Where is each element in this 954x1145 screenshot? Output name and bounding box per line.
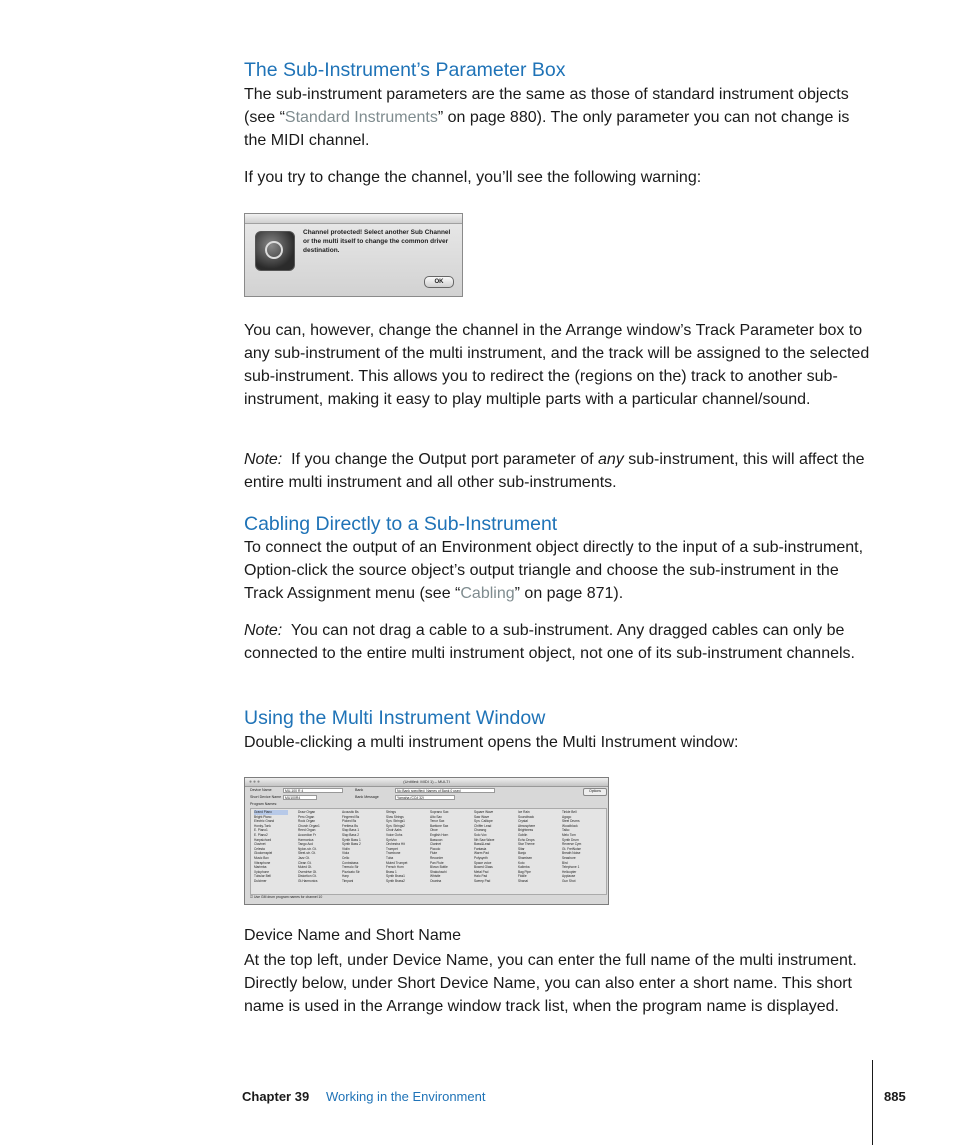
program-name-item[interactable]: Helicopter <box>562 869 577 874</box>
program-name-item[interactable]: Melo Tom <box>562 832 576 837</box>
program-name-item[interactable]: E. Piano1 <box>254 828 268 833</box>
program-name-item[interactable]: SynVox <box>386 837 397 842</box>
program-name-item[interactable]: Atmosphere <box>518 823 536 828</box>
program-name-item[interactable]: Perc.Organ <box>298 814 315 819</box>
program-name-item[interactable]: Harmonica <box>298 837 314 842</box>
window-title: (Untitled: MIDI 1) – MULTI <box>403 779 450 784</box>
program-name-item[interactable]: Flute <box>430 851 438 856</box>
program-column <box>518 810 552 884</box>
program-name-item[interactable]: Ice Rain <box>518 810 530 814</box>
program-name-item[interactable]: Baritone Sax <box>430 823 449 828</box>
program-name-item[interactable]: Soundtrack <box>518 814 535 819</box>
footer-chapter: Chapter 39 <box>242 1089 310 1104</box>
program-name-item[interactable]: Solo Vox <box>474 832 487 837</box>
program-name-item[interactable]: Metal Pad <box>474 869 489 874</box>
section-heading-multi-window: Using the Multi Instrument Window <box>244 707 546 729</box>
program-name-item[interactable]: Xylophone <box>254 869 270 874</box>
program-name-item[interactable]: Trombone <box>386 851 401 856</box>
program-name-item[interactable]: Square Wave <box>474 810 494 814</box>
program-name-item[interactable]: Vibraphone <box>254 860 271 865</box>
program-name-item[interactable]: Seashore <box>562 855 576 860</box>
ok-button[interactable]: OK <box>424 276 454 288</box>
program-name-item[interactable]: Tinkle Bell <box>562 810 577 814</box>
footer-divider <box>872 1060 873 1145</box>
program-name-item[interactable]: Voice Oohs <box>386 832 403 837</box>
program-name-item[interactable]: Rock Organ <box>298 819 316 824</box>
program-name-item[interactable]: Reverse Cym <box>562 842 582 847</box>
paragraph-text: ” on page 871). <box>514 585 624 602</box>
program-name-item[interactable]: Cello <box>342 855 350 860</box>
program-name-item[interactable]: Goblin <box>518 832 528 837</box>
subheading-device-name: Device Name and Short Name <box>244 927 461 944</box>
program-name-item[interactable]: Harp <box>342 874 349 879</box>
program-name-item[interactable]: Celesta <box>254 846 265 851</box>
program-name-item[interactable]: Bag Pipe <box>518 869 531 874</box>
footer-page-number: 885 <box>884 1089 906 1104</box>
program-name-item[interactable]: Reed Organ <box>298 828 316 833</box>
program-name-item[interactable]: Piccolo <box>430 846 441 851</box>
program-name-item[interactable]: Viola <box>342 851 350 856</box>
program-column <box>562 810 596 884</box>
program-name-item[interactable]: Blown Bottle <box>430 865 448 870</box>
bank-message-label: Bank Message <box>355 795 379 799</box>
program-name-item[interactable]: Kalimba <box>518 865 530 870</box>
program-name-item[interactable]: Grand Piano <box>254 810 288 815</box>
program-name-item[interactable]: Timpani <box>342 878 354 883</box>
options-button[interactable]: Options <box>583 788 607 796</box>
program-name-item[interactable]: Woodblock <box>562 823 578 828</box>
program-name-item[interactable]: English Horn <box>430 832 449 837</box>
program-name-item[interactable]: Agogo <box>562 814 572 819</box>
program-name-item[interactable]: Muted Trumpet <box>386 860 408 865</box>
window-titlebar <box>245 778 608 787</box>
program-name-item[interactable]: Taiko <box>562 828 570 833</box>
program-name-item[interactable]: French Horn <box>386 865 404 870</box>
program-name-item[interactable]: Brass 1 <box>386 869 397 874</box>
program-name-item[interactable]: Brightness <box>518 828 534 833</box>
program-name-item[interactable]: Syn. Calliope <box>474 819 493 824</box>
note-drag-cable <box>244 619 874 665</box>
device-name-label: Device Name <box>250 788 272 792</box>
program-name-item[interactable]: Tuba <box>386 855 394 860</box>
program-name-item[interactable]: Tango Acd <box>298 842 313 847</box>
paragraph-multi-window: Double-clicking a multi instrument opens the Multi Instrument window: <box>244 734 739 751</box>
program-name-item[interactable]: Shamisen <box>518 855 533 860</box>
program-name-item[interactable]: Clavinet <box>254 842 266 847</box>
program-name-item[interactable]: Distortion Gt. <box>298 874 317 879</box>
paragraph-parameters <box>244 83 874 152</box>
program-name-item[interactable]: Fantasia <box>474 846 487 851</box>
program-name-item[interactable]: Muted Gt. <box>298 865 312 870</box>
program-name-item[interactable]: Synth Brass1 <box>386 874 405 879</box>
program-name-item[interactable]: Tremolo Str <box>342 865 359 870</box>
program-name-item[interactable]: Syn. Strings2 <box>386 823 405 828</box>
program-name-item[interactable]: Breath Noise <box>562 851 581 856</box>
program-name-item[interactable]: Fretless Bs <box>342 823 358 828</box>
program-name-item[interactable]: Steel Drums <box>562 819 580 824</box>
program-name-item[interactable]: Slap Bass 2 <box>342 832 360 837</box>
program-column <box>342 810 376 884</box>
program-name-item[interactable]: Recorder <box>430 855 444 860</box>
note-output-port <box>244 448 874 494</box>
program-name-item[interactable]: Violin <box>342 846 350 851</box>
program-name-item[interactable]: Harpsichord <box>254 837 272 842</box>
paragraph-cabling <box>244 536 874 605</box>
program-name-item[interactable]: Tenor Sax <box>430 819 445 824</box>
note-text: You can not drag a cable to a sub-instrument. Any dragged cables can only be connected to the entire multi instrument object, not one of its sub-instrument channels. <box>244 622 855 662</box>
link-cabling[interactable]: Cabling <box>460 585 515 602</box>
short-device-name-field[interactable]: MU100R4 <box>283 795 317 800</box>
program-name-item[interactable]: Clarinet <box>430 842 441 847</box>
program-name-item[interactable]: Fingered Bs <box>342 814 360 819</box>
program-column <box>430 810 464 884</box>
note-label: Note: <box>244 451 283 468</box>
program-name-item[interactable]: Gt.Harmonics <box>298 878 318 883</box>
program-name-item[interactable]: Church Organ1 <box>298 823 320 828</box>
channel-protected-alert <box>244 213 463 297</box>
program-names-label: Program Names: <box>250 802 278 806</box>
short-device-name-label: Short Device Name <box>250 795 282 799</box>
bank-label: Bank <box>355 788 364 792</box>
paragraph-text: The sub-instrument parameters are the same as those of standard instrument objects (see “ <box>244 86 849 126</box>
program-name-item[interactable]: Orchestra Hit <box>386 842 405 847</box>
program-name-item[interactable]: Star Theme <box>518 842 535 847</box>
program-name-item[interactable]: Gun Shot <box>562 878 576 883</box>
program-name-item[interactable]: Soprano Sax <box>430 810 449 814</box>
alert-titlebar <box>245 214 462 224</box>
bank-message-field[interactable]: Yamaha (CC# 32) <box>395 795 455 800</box>
program-name-item[interactable]: Slow Strings <box>386 814 404 819</box>
window-controls[interactable]: ●●● <box>249 779 262 785</box>
logic-app-icon <box>255 231 295 271</box>
program-name-item[interactable]: Ocarina <box>430 878 442 883</box>
program-name-item[interactable]: Pan Flute <box>430 860 444 865</box>
program-name-item[interactable]: Shanai <box>518 878 528 883</box>
program-name-item[interactable]: Pizzicato Str <box>342 869 360 874</box>
program-name-item[interactable]: Gt. FretNoise <box>562 846 581 851</box>
program-name-item[interactable]: Sitar <box>518 846 525 851</box>
program-name-item[interactable]: Halo Pad <box>474 874 488 879</box>
program-name-item[interactable]: Tubular Bell <box>254 874 271 879</box>
bank-field[interactable]: No Bank specified; Names of Bank 0 used <box>395 788 495 793</box>
program-name-item[interactable]: Applause <box>562 874 576 879</box>
program-name-item[interactable]: Bowed Glass <box>474 865 493 870</box>
program-name-item[interactable]: Music Box <box>254 855 269 860</box>
section-heading-parameter-box: The Sub-Instrument’s Parameter Box <box>244 59 566 81</box>
program-name-item[interactable]: Overdrive Gt. <box>298 869 317 874</box>
program-name-item[interactable]: Acoustic Bs <box>342 810 359 814</box>
program-column <box>474 810 508 884</box>
link-standard-instruments[interactable]: Standard Instruments <box>284 109 438 126</box>
program-name-item[interactable]: Syn. Strings1 <box>386 819 405 824</box>
note-text: sub-instrument, this will affect the entire multi instrument and all other sub-instruments. <box>244 451 865 491</box>
program-name-item[interactable]: Synth Drum <box>562 837 579 842</box>
program-column <box>298 810 332 884</box>
program-name-item[interactable]: Synth Bass 2 <box>342 842 361 847</box>
paragraph-text: To connect the output of an Environment object directly to the input of a sub-instrument, Option-click the source object’s output triangle and choose the sub-instrument in the Track Assignment menu (see “ <box>244 539 864 602</box>
program-name-item[interactable]: Bird <box>562 860 568 865</box>
note-label: Note: <box>244 622 283 639</box>
paragraph-device-name: At the top left, under Device Name, you can enter the full name of the multi instrument. Directly below, under Short Device Name, you can also enter a short name. This short name is used in the Arrange window track list, when the program name is displayed. <box>244 952 857 1015</box>
paragraph-change-channel: You can, however, change the channel in the Arrange window’s Track Parameter box to any sub-instrument of the multi instrument, and the track will be assigned to the selected sub-instrument. This allows you to redirect the (regions on the) track to another sub-instrument, making it easy to play multiple parts with a particular channel/sound. <box>244 322 870 408</box>
program-column <box>386 810 420 884</box>
program-name-item[interactable]: Echo Drops <box>518 837 535 842</box>
program-name-item[interactable]: Banjo <box>518 851 527 856</box>
program-name-item[interactable]: Choir Aahs <box>386 828 402 833</box>
program-name-item[interactable]: Electric Grand <box>254 819 275 824</box>
program-name-item[interactable]: Accordion Fr <box>298 832 317 837</box>
note-text: If you change the Output port parameter of <box>291 451 598 468</box>
program-name-item[interactable]: Draw Organ <box>298 810 316 814</box>
paragraph-warning-intro: If you try to change the channel, you’ll see the following warning: <box>244 169 702 186</box>
program-name-item[interactable]: Honky-Tonk <box>254 823 271 828</box>
paragraph-text: ” on page 880). The only parameter you can not change is the MIDI channel. <box>244 109 850 149</box>
program-name-item[interactable]: Polysynth <box>474 855 488 860</box>
program-name-item[interactable]: Chiffer Lead <box>474 823 492 828</box>
program-name-item[interactable]: 5th Saw Wave <box>474 837 495 842</box>
program-name-item[interactable]: Telephone 1 <box>562 865 580 870</box>
program-name-item[interactable]: Bright Piano <box>254 814 272 819</box>
program-name-item[interactable]: Warm Pad <box>474 851 489 856</box>
device-name-field[interactable]: MU-100 R 4 <box>283 788 343 793</box>
program-name-item[interactable]: Bass&Lead <box>474 842 491 847</box>
gm-drum-checkbox[interactable]: ☑ Use GM drum program names for channel 10 <box>250 895 323 899</box>
program-name-item[interactable]: Marimba <box>254 865 267 870</box>
program-name-item[interactable]: Nylon-str. Gt. <box>298 846 317 851</box>
program-name-item[interactable]: Slap Bass 1 <box>342 828 360 833</box>
program-name-item[interactable]: Whistle <box>430 874 441 879</box>
program-name-item[interactable]: Jazz Gt. <box>298 855 310 860</box>
alert-message: Channel protected! Select another Sub Channel or the multi itself to change the common driver destination. <box>303 229 451 254</box>
program-name-item[interactable]: Sweep Pad <box>474 878 491 883</box>
program-name-item[interactable]: Clean Gt. <box>298 860 312 865</box>
program-name-item[interactable]: Dulcimer <box>254 878 267 883</box>
program-name-item[interactable]: Koto <box>518 860 525 865</box>
program-name-item[interactable]: Crystal <box>518 819 528 824</box>
program-name-item[interactable]: Steel-str. Gt. <box>298 851 316 856</box>
program-name-item[interactable]: Bassoon <box>430 837 443 842</box>
program-name-item[interactable]: Synth Bass 1 <box>342 837 361 842</box>
program-name-item[interactable]: Contrabass <box>342 860 359 865</box>
program-name-item[interactable]: Oboe <box>430 828 438 833</box>
gm-drum-checkbox-label: Use GM drum program names for channel 10 <box>253 895 323 899</box>
section-heading-cabling: Cabling Directly to a Sub-Instrument <box>244 513 558 535</box>
program-name-item[interactable]: Trumpet <box>386 846 398 851</box>
program-name-item[interactable]: Saw Wave <box>474 814 490 819</box>
program-names-grid <box>250 808 607 895</box>
program-name-item[interactable]: E. Piano2 <box>254 832 268 837</box>
program-name-item[interactable]: Alto Sax <box>430 814 442 819</box>
program-name-item[interactable]: Picked Bs <box>342 819 357 824</box>
program-name-item[interactable]: Charang <box>474 828 487 833</box>
program-name-item[interactable]: Space voice <box>474 860 492 865</box>
program-name-item[interactable]: Glockenspiel <box>254 851 273 856</box>
program-name-item[interactable]: Fiddle <box>518 874 527 879</box>
program-name-item[interactable]: Strings <box>386 810 396 814</box>
footer-section-link[interactable]: Working in the Environment <box>326 1089 486 1104</box>
note-emphasis: any <box>598 451 624 468</box>
multi-instrument-window <box>244 777 609 905</box>
program-name-item[interactable]: Shakuhachi <box>430 869 447 874</box>
program-column <box>254 810 288 884</box>
program-name-item[interactable]: Synth Brass2 <box>386 878 405 883</box>
